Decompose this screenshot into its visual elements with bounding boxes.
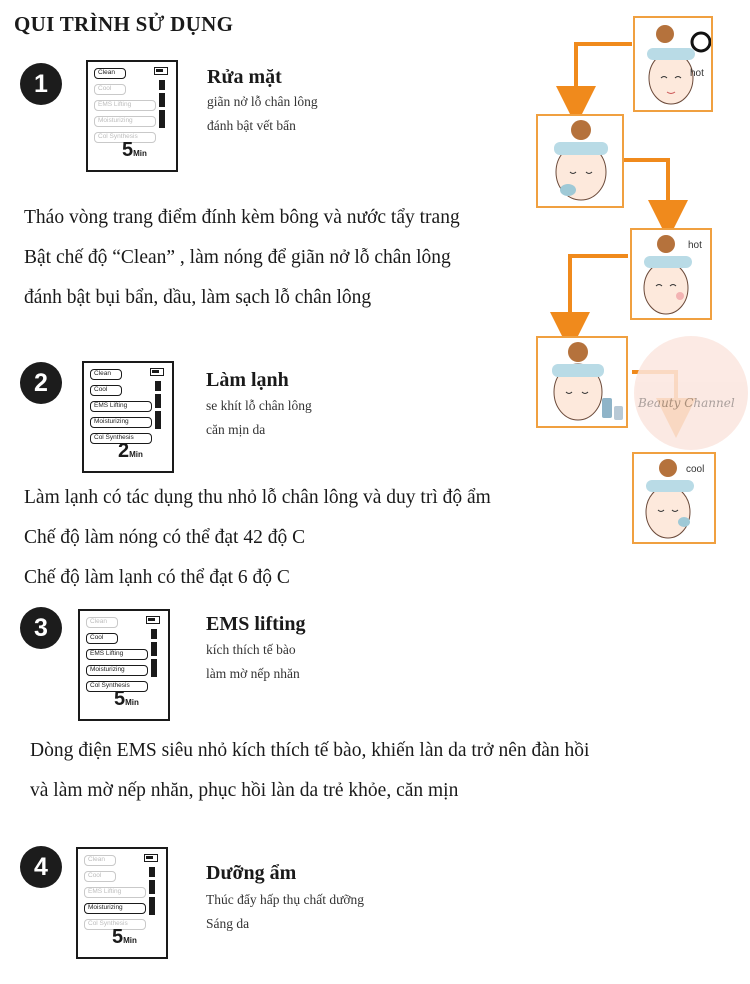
timer-display [112,927,137,951]
step-1-line-2: Bật chế độ “Clean” , làm nóng để giãn nở lỗ chân lông [24,247,451,268]
mode-col-synthesis: Col Synthesis [86,681,148,692]
step-2-number-badge [20,362,62,404]
mode-col-synthesis: Col Synthesis [94,132,156,143]
step-4-sub-2: Sáng da [206,916,250,931]
illustration-face-hot-2 [630,228,712,320]
timer-value: 5 [122,139,134,161]
step-2-line-1: Làm lạnh có tác dụng thu nhỏ lỗ chân lông và duy trì độ ẩm [24,487,491,508]
mode-ems-lifting: EMS Lifting [84,887,146,898]
step-1-sub-2: đánh bật vết bẩn [207,118,296,133]
step-2-title: Làm lạnh [206,369,289,391]
step-number: 3 [34,613,48,642]
step-2-line-2: Chế độ làm nóng có thể đạt 42 độ C [24,527,306,548]
mode-cool: Cool [84,871,116,882]
step-4-number-badge [20,846,62,888]
intensity-bars-icon [157,80,167,131]
intensity-bars-icon [149,629,159,680]
step-3-line-1: Dòng điện EMS siêu nhỏ kích thích tế bào, khiến làn da trở nên đàn hồi [30,740,590,761]
mode-moisturizing: Moisturizing [86,665,148,676]
face-illustration [635,18,713,112]
step-3-sub-2: làm mờ nếp nhăn [206,666,300,681]
step-2-sub-1: se khít lỗ chân lông [206,398,312,413]
mode-moisturizing: Moisturizing [84,903,146,914]
beauty-channel-watermark-logo [634,336,748,450]
timer-value: 5 [112,926,124,948]
mode-clean: Clean [84,855,116,866]
watermark-text: Beauty Channel [638,396,735,410]
step-2-line-3: Chế độ làm lạnh có thể đạt 6 độ C [24,567,290,588]
mode-cool: Cool [86,633,118,644]
hot-label: hot [688,240,702,251]
step-1-line-3: đánh bật bụi bẩn, dầu, làm sạch lỗ chân lông [24,287,372,308]
step-1-title: Rửa mặt [207,66,282,88]
face-illustration [538,338,628,428]
arrow-2 [624,160,668,220]
timer-value: 2 [118,440,130,462]
step-4-sub-1: Thúc đẩy hấp thụ chất dưỡng [206,892,365,907]
step-2-device-display [82,361,174,473]
page-title: QUI TRÌNH SỬ DỤNG [14,12,234,36]
step-3-line-2: và làm mờ nếp nhăn, phục hồi làn da trẻ khỏe, căn mịn [30,780,459,801]
mode-col-synthesis: Col Synthesis [84,919,146,930]
mode-clean: Clean [90,369,122,380]
timer-unit: Min [129,450,143,459]
step-1-number-badge [20,63,62,105]
mode-clean: Clean [94,68,126,79]
step-3-title: EMS lifting [206,613,306,635]
illustration-face-moisturizing [536,336,628,428]
cool-label: cool [686,464,705,475]
illustration-face-cleaning [536,114,624,208]
timer-unit: Min [133,149,147,158]
step-4-title: Dưỡng ẩm [206,862,297,884]
timer-display [118,441,143,465]
intensity-bars-icon [147,867,157,918]
step-number: 1 [34,69,48,98]
timer-display [122,140,147,164]
step-3-number-badge [20,607,62,649]
step-4-device-display [76,847,168,959]
step-2-sub-2: căn mịn da [206,422,266,437]
step-3-sub-1: kích thích tế bào [206,642,296,657]
mode-cool: Cool [90,385,122,396]
mode-moisturizing: Moisturizing [90,417,152,428]
mode-cool: Cool [94,84,126,95]
timer-value: 5 [114,688,126,710]
arrow-1 [576,44,632,106]
hot-label: hot [690,68,704,79]
mode-ems-lifting: EMS Lifting [90,401,152,412]
step-1-device-display [86,60,178,172]
illustration-face-cool [632,452,716,544]
illustration-face-hot-1 [633,16,713,112]
timer-unit: Min [125,698,139,707]
step-number: 4 [34,852,48,881]
step-1-line-1: Tháo vòng trang điểm đính kèm bông và nước tẩy trang [24,207,460,228]
step-1-sub-1: giãn nở lỗ chân lông [207,94,318,109]
battery-icon [154,67,168,75]
mode-clean: Clean [86,617,118,628]
mode-ems-lifting: EMS Lifting [86,649,148,660]
timer-display [114,689,139,713]
mode-col-synthesis: Col Synthesis [90,433,152,444]
battery-icon [146,616,160,624]
battery-icon [144,854,158,862]
step-number: 2 [34,368,48,397]
timer-unit: Min [123,936,137,945]
arrow-3 [570,256,628,332]
battery-icon [150,368,164,376]
intensity-bars-icon [153,381,163,432]
mode-ems-lifting: EMS Lifting [94,100,156,111]
face-illustration [538,116,624,208]
step-3-device-display [78,609,170,721]
mode-moisturizing: Moisturizing [94,116,156,127]
